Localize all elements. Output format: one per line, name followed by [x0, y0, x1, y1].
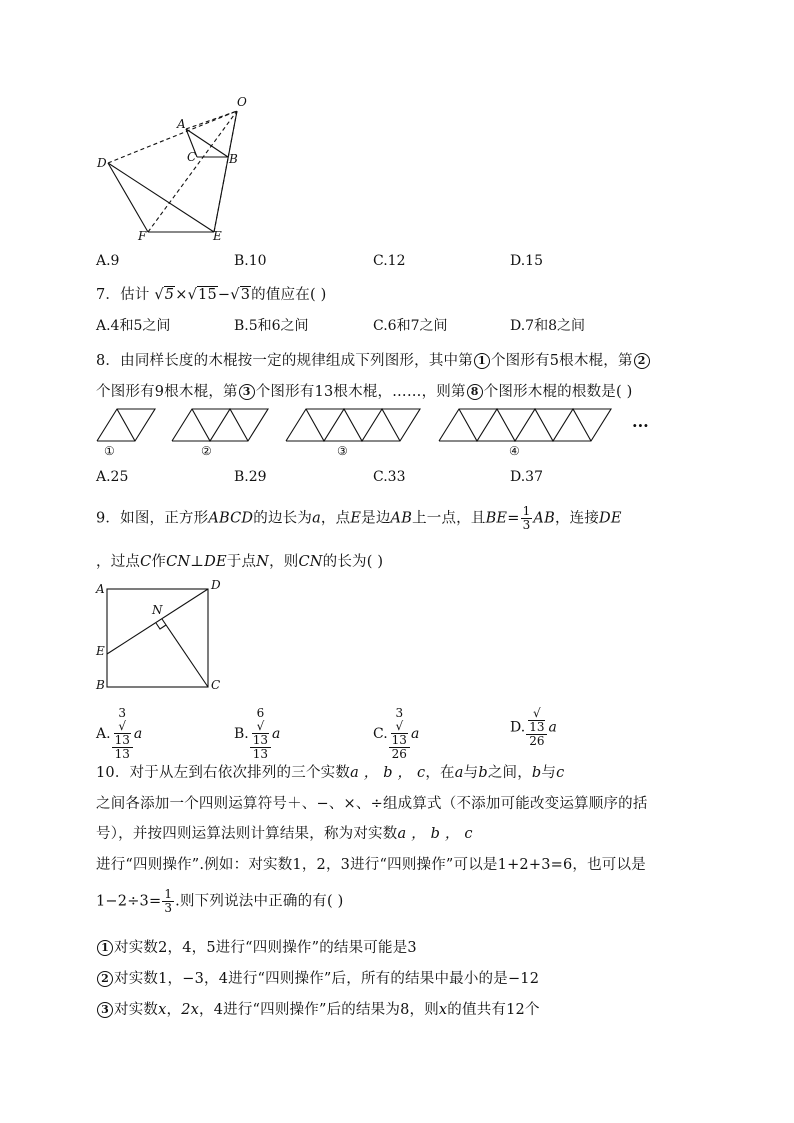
q10-stem-line4: 进行“四则操作”.例如：对实数1，2，3进行“四则操作”可以是1+2+3=6，也可以是	[96, 857, 646, 873]
q10-statement-1: 1 对实数2，4，5进行“四则操作”的结果可能是3	[96, 936, 417, 957]
q10-stem-line3: 号），并按四则运算法则计算结果，称为对实数a ， b ， c	[96, 826, 473, 842]
point-label-b: B	[229, 152, 238, 166]
q10-stem-line1: 10．对于从左到右依次排列的三个实数a ， b ， c，在a与b之间，b与c	[96, 765, 565, 781]
circle-num-8: 8	[467, 384, 483, 400]
point-label-e: E	[213, 229, 222, 243]
q9-stem-line1: 9．如图，正方形ABCD的边长为a，点E是边AB上一点，且BE= $\frac{1}{3}$ AB，连接DE	[96, 504, 622, 532]
q7-option-b[interactable]: B.5和6之间	[234, 318, 309, 334]
q9-option-d[interactable]: D. √ 13 26 a	[510, 706, 557, 748]
q9-label-b: B	[96, 678, 105, 692]
q9-option-c[interactable]: C. 3 √ 13 26 a	[373, 706, 420, 761]
q9-label-n: N	[152, 603, 163, 617]
q7-option-c[interactable]: C.6和7之间	[373, 318, 448, 334]
q6-option-c[interactable]: C.12	[373, 253, 406, 269]
point-label-f: F	[138, 229, 147, 243]
q7-stem: 7．估计 √5×√15−√3的值应在( )	[96, 287, 327, 303]
q8-option-b[interactable]: B.29	[234, 469, 267, 485]
q10-stem-line5: 1−2÷3= $\frac{1}{3}$ .则下列说法中正确的有( )	[96, 887, 344, 915]
q9-label-d: D	[211, 578, 221, 592]
circle-num-3: 3	[239, 384, 255, 400]
q9-label-c: C	[211, 678, 221, 692]
q9-label-a: A	[96, 582, 105, 596]
q8-fig-label-1: ①	[104, 444, 115, 458]
point-label-a: A	[177, 117, 186, 131]
q8-fig-label-3: ③	[337, 444, 348, 458]
q8-option-d[interactable]: D.37	[510, 469, 543, 485]
point-label-d: D	[97, 156, 107, 170]
q7-option-a[interactable]: A.4和5之间	[96, 318, 171, 334]
q8-fig-label-2: ②	[201, 444, 212, 458]
q8-fig-label-4: ④	[509, 444, 520, 458]
q9-option-a[interactable]: A. 3 √ 13 13 a	[96, 706, 143, 761]
q6-option-b[interactable]: B.10	[234, 253, 267, 269]
q8-option-a[interactable]: A.25	[96, 469, 129, 485]
q9-label-e: E	[96, 644, 105, 658]
q9-stem-line2: ，过点C作CN⊥DE于点N，则CN的长为( )	[96, 554, 384, 570]
q8-stem-line1: 8．由同样长度的木棍按一定的规律组成下列图形，其中第 1 个图形有5根木棍，第 2	[96, 349, 651, 370]
q9-fraction: $\frac{1}{3}$	[522, 504, 531, 532]
q8-stem-line2: 个图形有9根木棍，第 3 个图形有13根木棍，……，则第 8 个图形木棍的根数是( )	[96, 384, 633, 400]
circle-num-2: 2	[634, 353, 650, 369]
q9-option-b[interactable]: B. 6 √ 13 13 a	[234, 706, 281, 761]
q8-ellipsis: ···	[632, 416, 649, 435]
q6-option-d[interactable]: D.15	[510, 253, 543, 269]
q7-option-d[interactable]: D.7和8之间	[510, 318, 585, 334]
point-label-c: C	[187, 150, 197, 164]
q10-statement-3: 3 对实数x，2x，4进行“四则操作”后的结果为8，则x的值共有12个	[96, 998, 540, 1019]
circle-num-1: 1	[474, 353, 490, 369]
q8-option-c[interactable]: C.33	[373, 469, 406, 485]
q10-stem-line2: 之间各添加一个四则运算符号＋、−、×、÷组成算式（不添加可能改变运算顺序的括	[96, 796, 648, 812]
point-label-o: O	[237, 95, 247, 109]
q10-statement-2: 2 对实数1，−3，4进行“四则操作”后，所有的结果中最小的是−12	[96, 967, 539, 988]
q6-option-a[interactable]: A.9	[96, 253, 120, 269]
